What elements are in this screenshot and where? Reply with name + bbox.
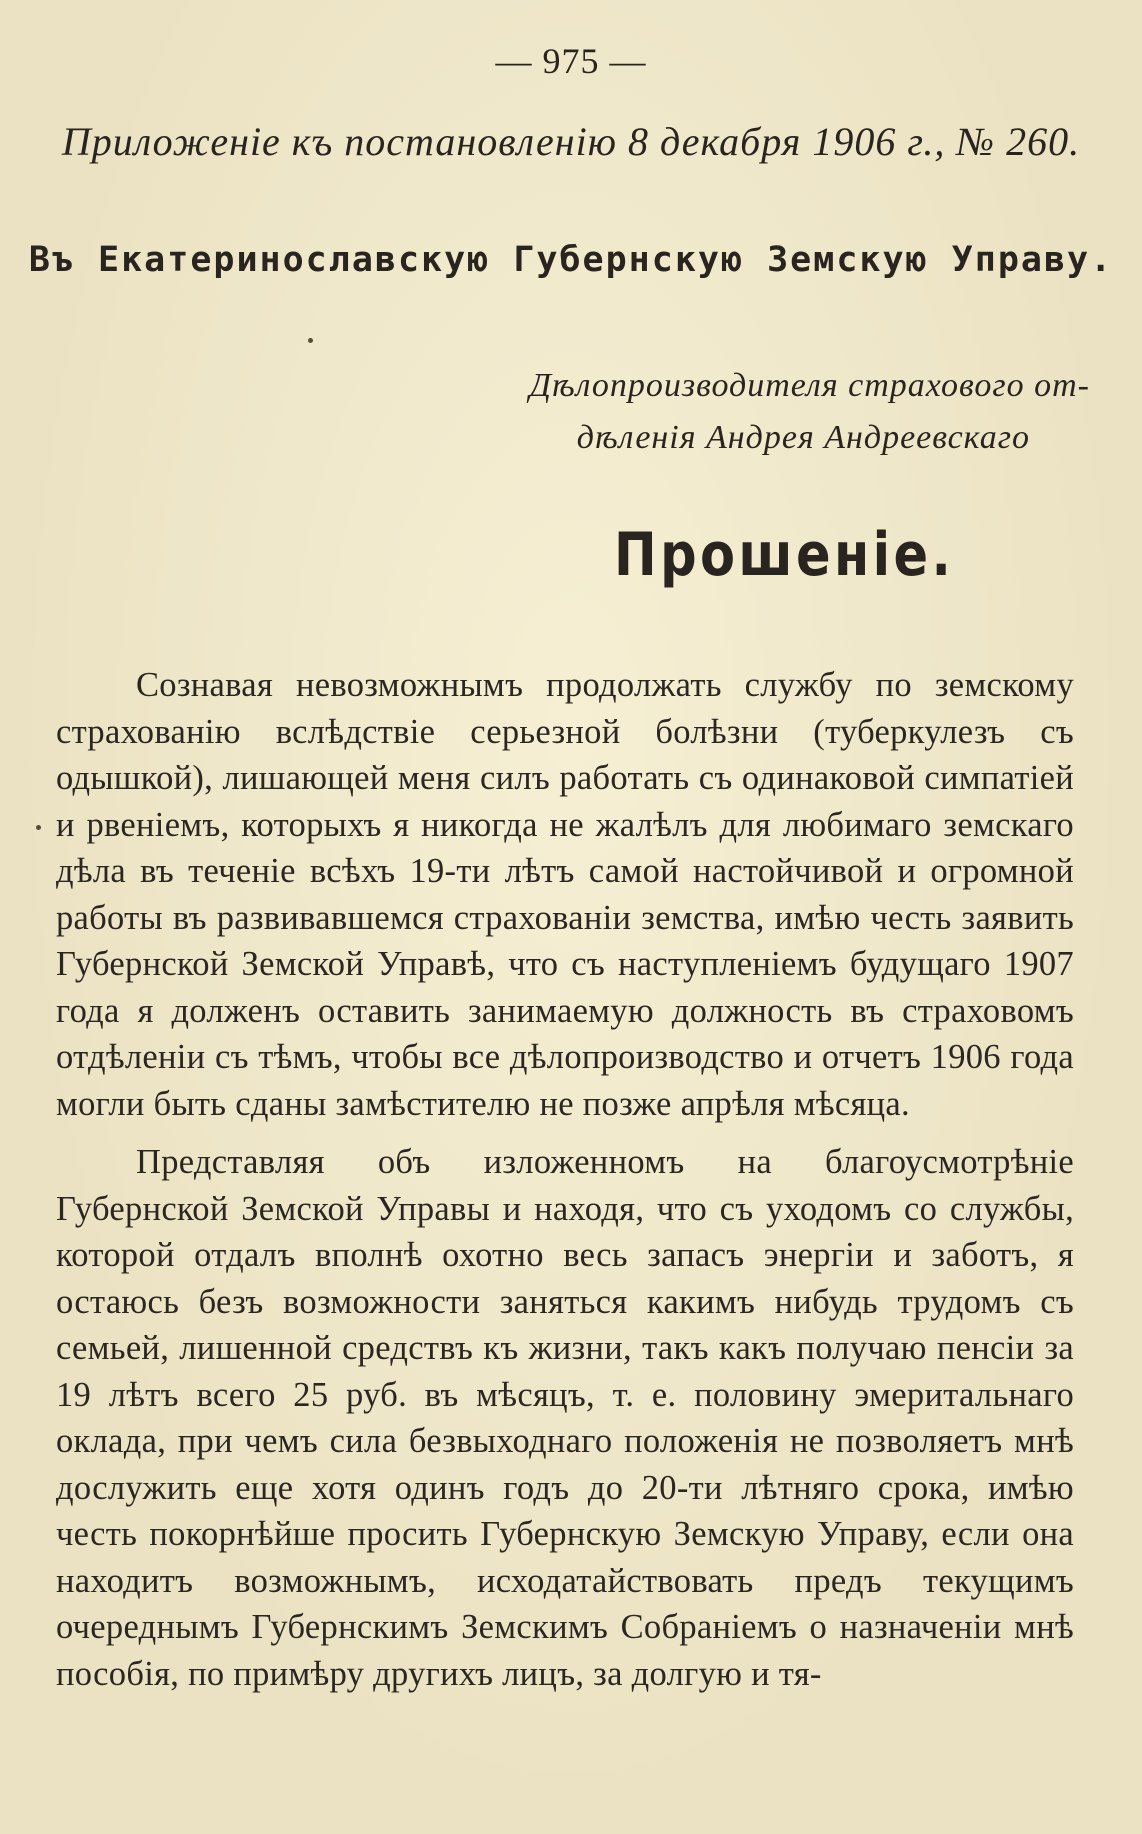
ink-speck <box>308 338 313 343</box>
appendix-note: Приложеніе къ постановленію 8 декабря 1906 г., № 260. <box>61 119 1081 164</box>
paragraph-1: Сознавая невозможнымъ продолжать службу по земскому страхованію вслѣдствіе серьезной болѣзни (туберкулезъ съ одышкой), лишающей меня силъ работать съ одинаковой симпатіей и рвеніемъ, которыхъ я никогда не жалѣлъ для любимаго земскаго дѣла въ теченіе всѣхъ 19-ти лѣтъ самой настойчивой и огромной работы въ развивавшемся страхованіи земства, имѣю честь заявить Губернской Земской Управѣ, что съ наступленіемъ будущаго 1907 года я долженъ оставить занимаемую должность въ страховомъ отдѣленіи съ тѣмъ, чтобы все дѣлопроизводство и отчетъ 1906 года могли быть сданы замѣстителю не позже апрѣля мѣсяца. <box>56 666 1074 1123</box>
document-heading: Прошеніе. <box>614 520 955 590</box>
sender-line-2: дѣленія Андрея Андреевскаго <box>576 419 1030 456</box>
ink-speck <box>36 825 41 830</box>
petition-body <box>56 662 1074 1697</box>
page-number: — 975 — <box>495 41 647 81</box>
paragraph-2: Представляя объ изложенномъ на благоусмотрѣніе Губернской Земской Управы и находя, что съ уходомъ со службы, которой отдалъ вполнѣ охотно весь запасъ энергіи и заботъ, я остаюсь безъ возможности заняться какимъ нибудь трудомъ съ семьей, лишенной средствъ къ жизни, такъ какъ получаю пенсіи за 19 лѣтъ всего 25 руб. въ мѣсяцъ, т. е. половину эмеритальнаго оклада, при чемъ сила безвыходнаго положенія не позволяетъ мнѣ дослужить еще хотя одинъ годъ до 20-ти лѣтняго срока, имѣю честь покорнѣйше просить Губернскую Земскую Управу, если она находитъ возможнымъ, исходатайствовать предъ текущимъ очереднымъ Губернскимъ Земскимъ Собраніемъ о назначеніи мнѣ пособія, по примѣру другихъ лицъ, за долгую и тя- <box>56 1143 1074 1693</box>
sender-block <box>470 360 1090 464</box>
sender-line-1: Дѣлопроизводителя страхового от- <box>529 367 1090 404</box>
addressee-line: Въ Екатеринославскую Губернскую Земскую Управу. <box>28 240 1114 280</box>
